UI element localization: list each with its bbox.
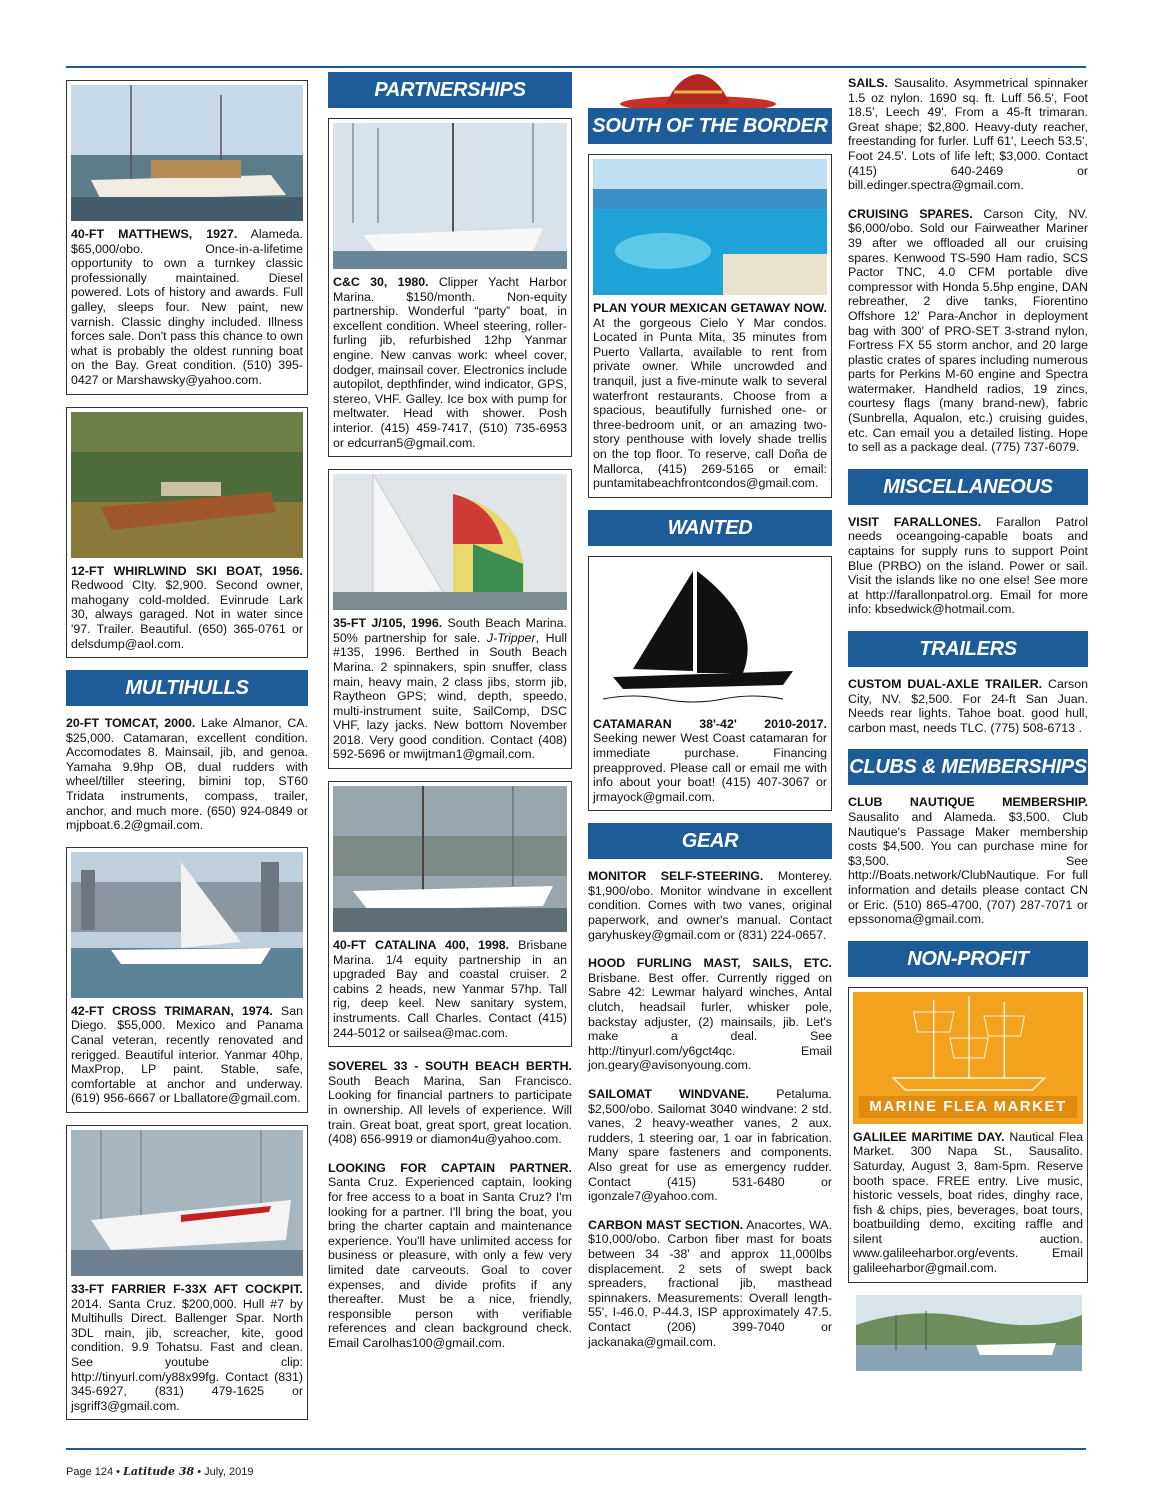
harbor-photo xyxy=(856,1295,1082,1371)
section-header-partnerships: PARTNERSHIPS xyxy=(328,72,572,108)
issue-date: July, 2019 xyxy=(204,1466,254,1478)
ad-body: Redwood CIty. $2,900. Second owner, mahogany cold-molded. Evinrude Lark 30, always garaged. Not in water since '97. Trailer. Beautiful. (650) 365-0761 or delsdump@aol.com. xyxy=(71,578,303,651)
classified-ad xyxy=(66,716,308,833)
column-3 xyxy=(588,72,832,1363)
classified-ad xyxy=(588,869,832,942)
ad-body: , Hull #135, 1996. Berthed in South Beach Marina. 2 spinnakers, spin snuffer, class main, heavy main, 2 class jibs, storm jib, Raytheon GPS; wind, depth, speedo, multi-instrument suite, SailComp, DSC VHF, lazy jacks. New bottom November 2018. Very good condition. Contact (408) 592-5696 or mwijtman1@gmail.com. xyxy=(333,630,567,762)
footer-bullet: • xyxy=(197,1466,202,1478)
ad-title: CUSTOM DUAL-AXLE TRAILER. xyxy=(848,677,1043,691)
ad-body: Carson City, NV. $6,000/obo. Sold our Fairweather Mariner 39 after we offloaded all our cruising spares. Kenwood TS-590 Ham radio, SCS Pactor TNC, 4.0 CFM portable dive compressor with Honda 5.5hp engine, DAN rebreather, 2 dive tanks, Fiorentino Offshore 12' Para-Anchor in deployment bag with 300' of PRO-SET 3-strand nylon, Fortress FX 55 storm anchor, and 20 large plastic crates of spares including numerous parts for Perkins M-60 engine and Spectra watermaker. Handheld radios, 19 zincs, courtesy flags (many brand-new), fabric (Sunbrella, Aqualon, etc.) cruising guides, etc. Can email you a detailed listing. Hope to sell as a package deal. (775) 737-6079. xyxy=(848,206,1088,455)
ad-body: Brisbane Marina. 1/4 equity partnership in an upgraded Bay and coastal cruiser. 2 cabins 2 heads, new Yanmar 57hp. Tall rig, deep keel. New sanitary system, instruments. Call Charles. Contact (415) 244-5012 or sailsea@mac.com. xyxy=(333,938,567,1040)
classified-ad xyxy=(848,515,1088,617)
ad-title: MONITOR SELF-STEERING. xyxy=(588,869,764,884)
classified-ad xyxy=(588,1218,832,1349)
ad-title: GALILEE MARITIME DAY. xyxy=(853,1129,1005,1144)
ad-title: 40-FT MATTHEWS, 1927. xyxy=(71,227,238,241)
boat-name: J-Tripper xyxy=(486,630,536,645)
ad-title: CARBON MAST SECTION. xyxy=(588,1217,744,1232)
classified-ad xyxy=(66,80,308,395)
boat-photo xyxy=(333,474,567,610)
boat-photo xyxy=(333,123,567,269)
ad-body: Anacortes, WA. $10,000/obo. Carbon fiber mast for boats between 34 -38' and approx 11,000lbs displacement. 2 sets of swept back spreaders, fractional jib, masthead spinnakers. Measurements: Overall length-55', I-46.0, P-44.3, ISP approximately 47.5. Contact (206) 399-7040 or jackanaka@gmail.com. xyxy=(588,1217,833,1349)
ad-body: Sausalito. Asymmetrical spinnaker 1.5 oz nylon. 1690 sq. ft. Luff 56.5', Foot 18.5', Leech 49'. From a 45-ft trimaran. Great shape; $2,800. Heavy-duty reacher, freestanding for furler. Luff 61', Leech 53.5', Foot 24.5'. Lots of life left; $3,000. Contact (415) 640-2469 or bill.edinger.spectra@gmail.com. xyxy=(848,76,1088,193)
ad-body: Carson City, NV. $2,500. For 24-ft San Juan. Needs rear lights. Tahoe boat. good hull, carbon mast, needs TLC. (775) 508-6713 . xyxy=(848,677,1088,735)
ad-title: PLAN YOUR MEXICAN GETAWAY NOW. xyxy=(593,301,827,315)
sombrero-icon xyxy=(588,72,832,108)
ad-title: HOOD FURLING MAST, SAILS, ETC. xyxy=(588,956,832,971)
classified-ad xyxy=(848,795,1088,926)
section-header-multihulls: MULTIHULLS xyxy=(66,670,308,706)
ship-icon xyxy=(853,992,1083,1096)
ad-body: 2014. Santa Cruz. $200,000. Hull #7 by Multihulls Direct. Ballenger Spar. North 3DL main, jib, screacher, kite, good condition. 9.9 Tohatsu. Fast and clean. See youtube clip: http://tinyurl.com/y88x99fg. Contact (831) 345-6927, (831) 479-1625 or jsgriff3@gmail.com. xyxy=(71,1296,303,1413)
ad-body: Brisbane. Best offer. Currently rigged on Sabre 42: Lewmar halyard winches, Antal clutch, headsail furler, whisker pole, backstay adjuster, (2) mainsails, jib. Let's make a deal. See http://tinyurl.com/y6gct4qc. Email jon.geary@avisonyoung.com. xyxy=(588,970,832,1073)
boat-photo xyxy=(71,412,303,558)
ad-body: Sausalito and Alameda. $3,500. Club Nautique's Passage Maker membership costs $4,500. You can purchase mine for $3,500. See http://Boats.network/ClubNautique. For full information and details please contact CN or Eric. (510) 865-4700, (707) 287-7071 or epssonoma@gmail.com. xyxy=(848,809,1088,927)
classified-ad xyxy=(588,154,832,498)
section-header-miscellaneous: MISCELLANEOUS xyxy=(848,469,1088,505)
ad-title: 40-FT CATALINA 400, 1998. xyxy=(333,938,510,953)
ad-title: CLUB NAUTIQUE MEMBERSHIP. xyxy=(848,795,1088,810)
classified-ad xyxy=(328,1161,572,1351)
flea-market-poster xyxy=(853,992,1083,1124)
ad-title: SAILS. xyxy=(848,76,888,90)
ad-title: 20-FT TOMCAT, 2000. xyxy=(66,716,196,731)
ad-body: Lake Almanor, CA. $25,000. Catamaran, excellent condition. Accomodates 8. Mainsail, jib, and genoa. Yamaha 9.9hp OB, dual rudders with wheel/tiller steering, bimini top, ST60 Tridata instruments, compass, trailer, anchor, and much more. (650) 924-0849 or mjpboat.6.2@gmail.com. xyxy=(66,716,308,833)
top-rule xyxy=(66,66,1086,68)
ad-body: South Beach Marina, San Francisco. Looking for financial partners to participate in ownership. All levels of experience. Will train. Great boat, great sport, great location. (408) 656-9919 or diamon4u@yahoo.com. xyxy=(328,1073,572,1147)
ad-title: 35-FT J/105, 1996. xyxy=(333,616,443,631)
ad-body: Monterey. $1,900/obo. Monitor windvane in excellent condition. Comes with two vanes, original paperwork, and owner's manual. Contact garyhuskey@gmail.com or (831) 224-0657. xyxy=(588,869,832,942)
section-header-clubs-memberships: CLUBS & MEMBERSHIPS xyxy=(848,749,1088,785)
section-header-non-profit: NON-PROFIT xyxy=(848,941,1088,977)
ad-title: C&C 30, 1980. xyxy=(333,275,429,289)
classified-ad xyxy=(588,956,832,1073)
section-header-gear: GEAR xyxy=(588,823,832,859)
page-number: Page 124 xyxy=(66,1466,114,1478)
column-2 xyxy=(328,72,572,1365)
boat-photo xyxy=(333,786,567,932)
ad-body: Alameda. $65,000/obo. Once-in-a-lifetime opportunity to own a turnkey classic professionally maintained. Diesel powered. Lots of history and awards. Full galley, sleeps four. New paint, new varnish. Classic dinghy included. Illness forces sale. Don't pass this chance to own what is probably the oldest running boat on the Bay. Great condition. (510) 395-0427 or Marshawsky@yahoo.com. xyxy=(71,227,303,387)
ad-title: CATAMARAN 38'-42' 2010-2017. xyxy=(593,716,827,731)
catamaran-illustration xyxy=(593,561,827,711)
classified-ad xyxy=(328,469,572,769)
classified-ad xyxy=(328,1059,572,1147)
classified-ad xyxy=(66,407,308,659)
bottom-rule xyxy=(66,1448,1086,1450)
section-header-south-of-the-border: SOUTH OF THE BORDER xyxy=(588,108,832,144)
column-1 xyxy=(66,80,308,1432)
ad-title: SAILOMAT WINDVANE. xyxy=(588,1087,749,1101)
ad-body: Santa Cruz. Experienced captain, looking for free access to a boat in Santa Cruz? I'm looking for a partner. I'll bring the boat, you bring the charter captain and maintenance experience. You'll have unlimited access for business or pleasure, with only a few very limited date carveouts. Goal to cover expenses, and divide profits if any thereafter. Must be a nice, friendly, responsible person with verifiable references and clean background check. Email Carolhas100@gmail.com. xyxy=(328,1175,572,1350)
ad-body: Clipper Yacht Harbor Marina. $150/month. Non-equity partnership. Wonderful “party” boat, in excellent condition. Wheel steering, roller-furling jib, refurbished 12hp Yanmar engine. New canvas work: wheel cover, dodger, mainsail cover. Electronics include autopilot, depthfinder, wind indicator, GPS, stereo, VHF. Galley. Ice box with pump for meltwater. Head with shower. Posh interior. (415) 459-7417, (510) 735-6953 or edcurran5@gmail.com. xyxy=(333,275,567,450)
ad-title: 12-FT WHIRLWIND SKI BOAT, 1956. xyxy=(71,563,303,578)
footer-bullet: • xyxy=(116,1466,121,1478)
classified-ad xyxy=(848,76,1088,193)
ad-title: LOOKING FOR CAPTAIN PARTNER. xyxy=(328,1160,572,1175)
ad-body: At the gorgeous Cielo Y Mar condos. Located in Punta Mita, 35 minutes from Puerto Vallarta, available to rent from private owner. While uncrowded and tranquil, just a five-minute walk to several waterfront restaurants. Choose from a spacious, beautifully furnished one- or three-bedroom unit, or an amazing two-story penthouse with lovely shade trellis on the top floor. To reserve, call Doña de Mallorca, (415) 269-5165 or email: puntamitabeachfrontcondos@gmail.com. xyxy=(593,315,827,491)
classified-ad xyxy=(588,1087,832,1204)
ad-body: Seeking newer West Coast catamaran for immediate purchase. Financing preapproved. Please call or email me with info about your boat! (415) 407-3067 or jrmayock@gmail.com. xyxy=(593,731,827,804)
magazine-name: Latitude 38 xyxy=(123,1465,195,1478)
classified-ad xyxy=(328,118,572,457)
ad-body: South Beach Marina. 50% partnership for sale. xyxy=(333,616,567,645)
ad-body: San Diego. $55,000. Mexico and Panama Canal veteran, recently renovated and rerigged. Beautiful interior. Yanmar 40hp, MaxProp, LP paint. Stable, safe, comfortable at anchor and underway. (619) 956-6667 or Lballatore@gmail.com. xyxy=(71,1003,303,1106)
flea-market-banner: MARINE FLEA MARKET xyxy=(859,1096,1077,1118)
boat-photo xyxy=(71,852,303,998)
ad-title: CRUISING SPARES. xyxy=(848,206,973,221)
section-header-wanted: WANTED xyxy=(588,510,832,546)
ad-title: VISIT FARALLONES. xyxy=(848,514,982,529)
ad-title: SOVEREL 33 - SOUTH BEACH BERTH. xyxy=(328,1059,572,1074)
pool-photo xyxy=(593,159,827,295)
classified-ad xyxy=(328,781,572,1047)
classified-ad xyxy=(848,677,1088,735)
ad-title: 33-FT FARRIER F-33X AFT COCKPIT. xyxy=(71,1282,303,1296)
ad-body: Farallon Patrol needs oceangoing-capable boats and captains for supply runs to support Point Blue (PRBO) on the island. Power or sail. Visit the islands like no one else! See more at http://farallonpatrol.org. Email for more info: kbsedwick@hotmail.com. xyxy=(848,514,1088,617)
classified-ad xyxy=(66,847,308,1113)
boat-photo xyxy=(71,1130,303,1276)
classified-ad xyxy=(848,987,1088,1283)
ad-body: Petaluma. $2,500/obo. Sailomat 3040 windvane: 2 std. vanes, 2 heavy-weather vanes, 2 aux. rudders, 1 steering oar, 1 oar in fabrication. Many spare fasteners and components. Also great for use as emergency rudder. Contact (415) 531-6480 or igonzale7@yahoo.com. xyxy=(588,1087,832,1204)
page-footer xyxy=(66,1465,253,1478)
boat-photo xyxy=(71,85,303,221)
classified-ad xyxy=(848,207,1088,455)
section-header-trailers: TRAILERS xyxy=(848,631,1088,667)
classified-ad xyxy=(588,556,832,812)
ad-title: 42-FT CROSS TRIMARAN, 1974. xyxy=(71,1003,273,1018)
column-4 xyxy=(848,76,1088,1377)
ad-body: Nautical Flea Market. 300 Napa St., Sausalito. Saturday, August 3, 8am-5pm. Reserve booth space. FREE entry. Live music, historic vessels, boat rides, dinghy race, fish & chips, pies, beverages, boat tours, boatbuilding demo, exciting raffle and silent auction. www.galileeharbor.org/events. Email galileeharbor@gmail.com. xyxy=(853,1129,1083,1276)
classified-ad xyxy=(66,1125,308,1420)
